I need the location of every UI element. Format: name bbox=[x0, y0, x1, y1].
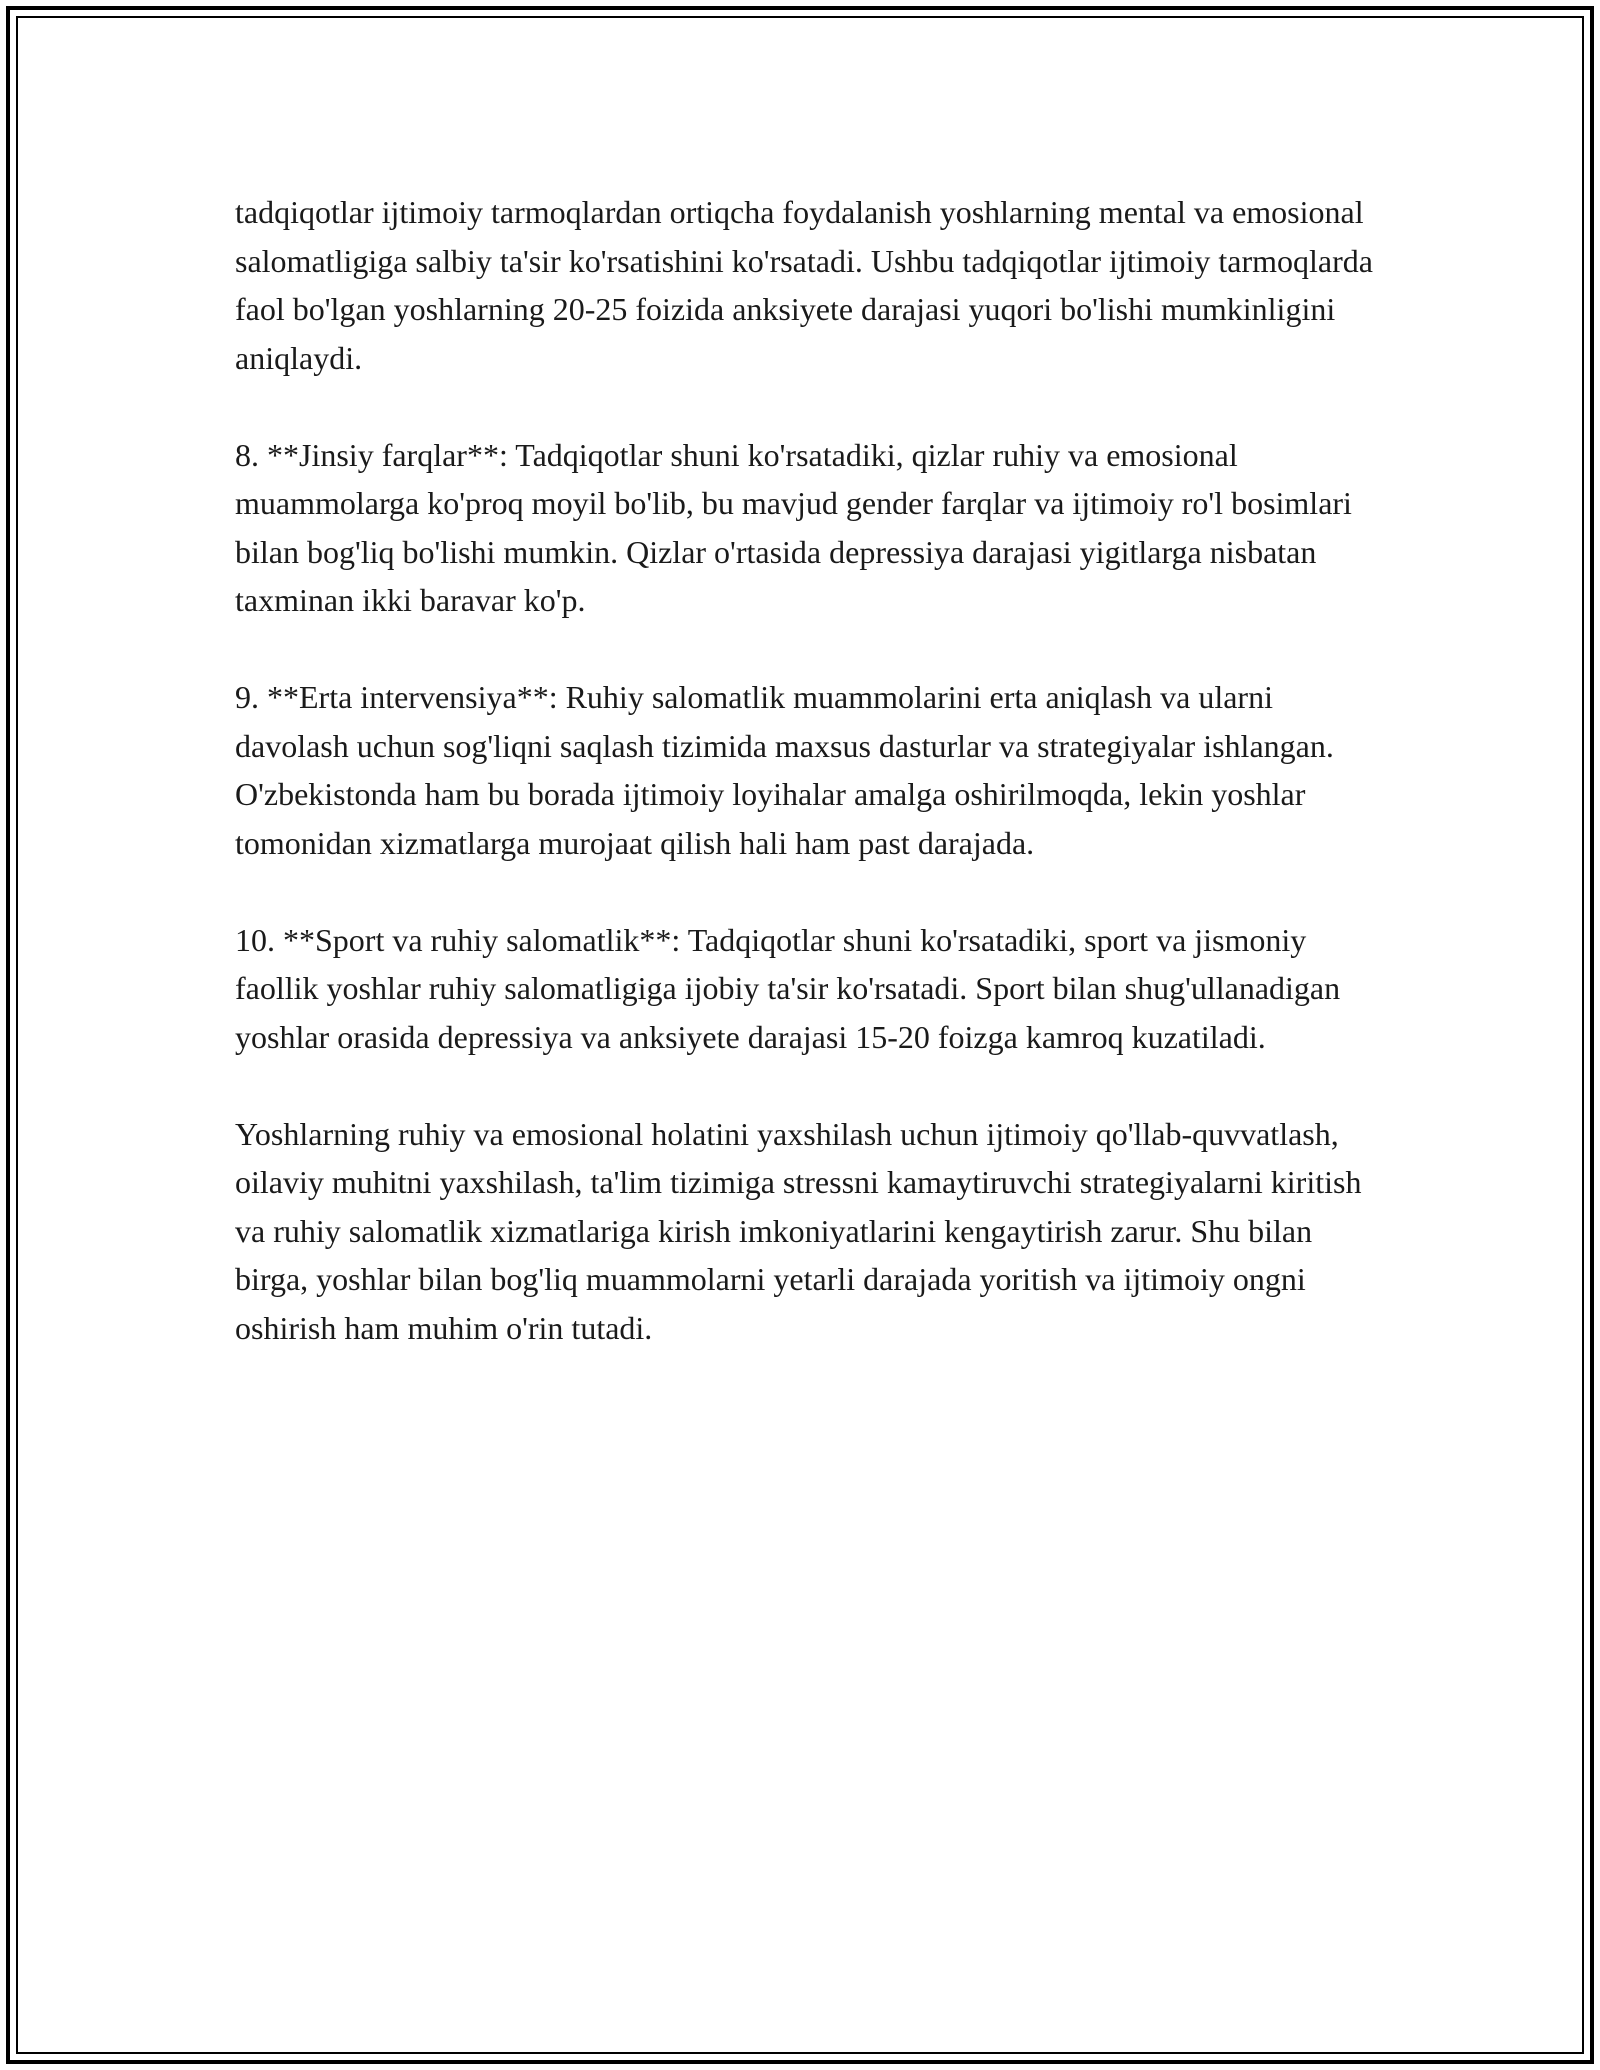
paragraph-gender-differences: 8. **Jinsiy farqlar**: Tadqiqotlar shuni ko'rsatadiki, qizlar ruhiy va emosional muammolarga ko'proq moyil bo'lib, bu mavjud gender farqlar va ijtimoiy ro'l bosimlari bilan bog'liq bo'lishi mumkin. Qizlar o'rtasida depressiya darajasi yigitlarga nisbatan taxminan ikki baravar ko'p. bbox=[235, 436, 1352, 618]
paragraph-conclusion: Yoshlarning ruhiy va emosional holatini yaxshilash uchun ijtimoiy qo'llab-quvvatlash, oilaviy muhitni yaxshilash, ta'lim tizimiga stressni kamaytiruvchi strategiyalarni kiritish va ruhiy salomatlik xizmatlariga kirish imkoniyatlarini kengaytirish zarur. Shu bilan birga, yoshlar bilan bog'liq muammolarni yetarli darajada yoritish va ijtimoiy ongni oshirish ham muhim o'rin tutadi. bbox=[235, 1115, 1362, 1346]
paragraph-social-media-intro: tadqiqotlar ijtimoiy tarmoqlardan ortiqcha foydalanish yoshlarning mental va emosional salomatligiga salbiy ta'sir ko'rsatishini ko'rsatadi. Ushbu tadqiqotlar ijtimoiy tarmoqlarda faol bo'lgan yoshlarning 20-25 foizida anksiyete darajasi yuqori bo'lishi mumkinligini aniqlaydi. bbox=[235, 194, 1373, 376]
paragraph-early-intervention: 9. **Erta intervensiya**: Ruhiy salomatlik muammolarini erta aniqlash va ularni davolash uchun sog'liqni saqlash tizimida maxsus dasturlar va strategiyalar ishlangan. O'zbekistonda ham bu borada ijtimoiy loyihalar amalga oshirilmoqda, lekin yoshlar tomonidan xizmatlarga murojaat qilish hali ham past darajada. bbox=[235, 679, 1334, 861]
document-body bbox=[235, 188, 1375, 1352]
paragraph-sport-mental-health: 10. **Sport va ruhiy salomatlik**: Tadqiqotlar shuni ko'rsatadiki, sport va jismoniy faollik yoshlar ruhiy salomatligiga ijobiy ta'sir ko'rsatadi. Sport bilan shug'ullanadigan yoshlar orasida depressiya va anksiyete darajasi 15-20 foizga kamroq kuzatiladi. bbox=[235, 921, 1341, 1055]
